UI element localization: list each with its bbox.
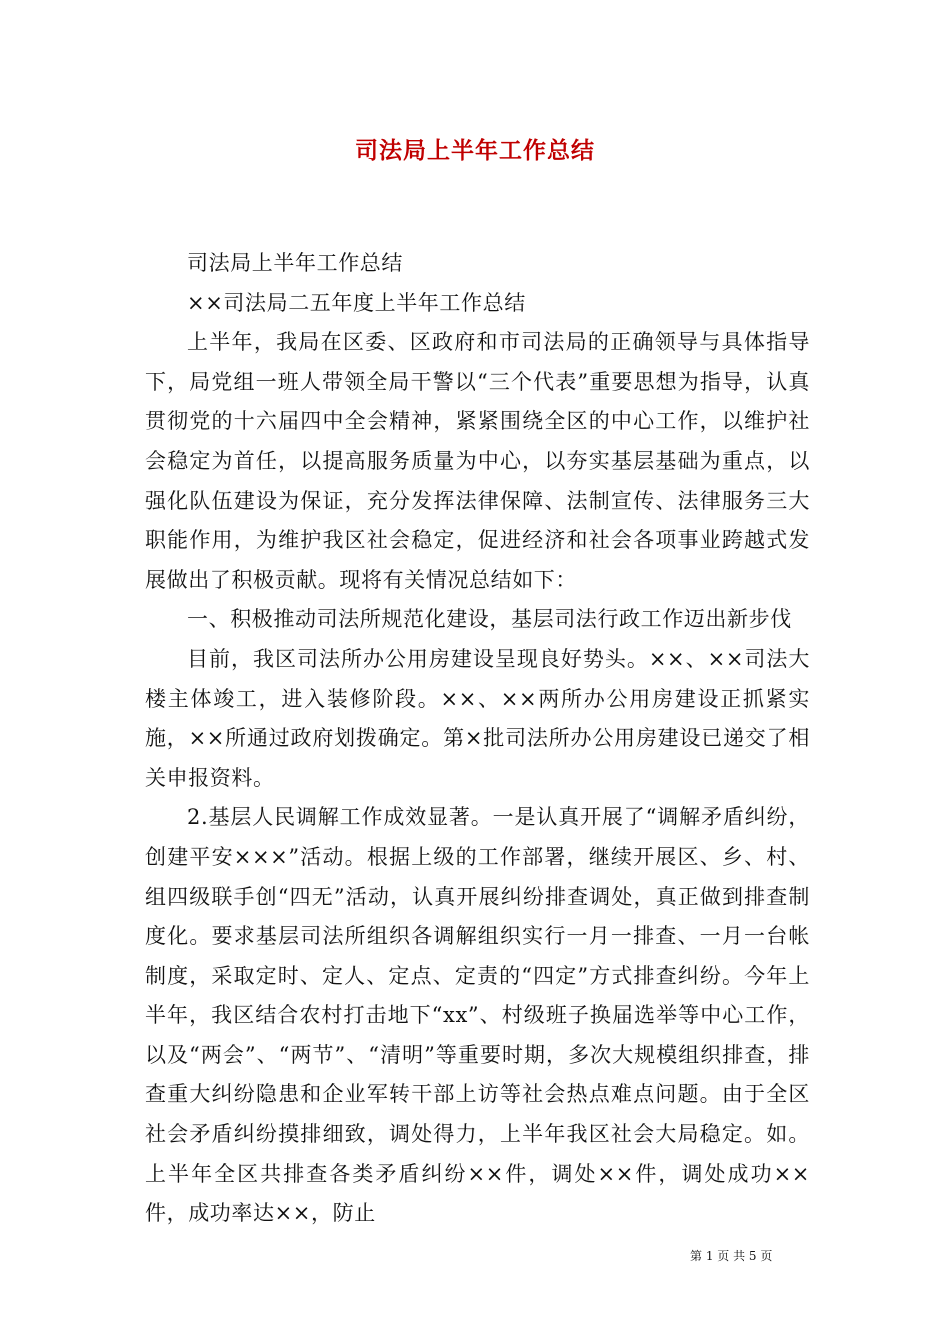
document-body — [145, 244, 810, 1234]
paragraph-office-building: 目前，我区司法所办公用房建设呈现良好势头。××、××司法大楼主体竣工，进入装修阶段。××、××两所办公用房建设正抓紧实施，××所通过政府划拨确定。第×批司法所办公用房建设已递交了相关申报资料。 — [145, 646, 810, 790]
paragraph-section-one: 一、积极推动司法所规范化建设，基层司法行政工作迈出新步伐 — [187, 607, 792, 632]
paragraph-mediation: 2.基层人民调解工作成效显著。一是认真开展了“调解矛盾纠纷，创建平安×××”活动。根据上级的工作部署，继续开展区、乡、村、组四级联手创“四无”活动，认真开展纠纷排查调处，真正做到排查制度化。要求基层司法所组织各调解组织实行一月一排查、一月一台帐制度，采取定时、定人、定点、定责的“四定”方式排查纠纷。今年上半年，我区结合农村打击地下“xx”、村级班子换届选举等中心工作，以及“两会”、“两节”、“清明”等重要时期，多次大规模组织排查，排查重大纠纷隐患和企业军转干部上访等社会热点难点问题。由于全区社会矛盾纠纷摸排细致，调处得力，上半年我区社会大局稳定。如。上半年全区共排查各类矛盾纠纷××件，调处××件，调处成功××件，成功率达××，防止 — [145, 805, 810, 1226]
paragraph-subheading: ××司法局二五年度上半年工作总结 — [187, 290, 526, 315]
paragraph-intro: 上半年，我局在区委、区政府和市司法局的正确领导与具体指导下，局党组一班人带领全局干警以“三个代表”重要思想为指导，认真贯彻党的十六届四中全会精神，紧紧围绕全区的中心工作，以维护社会稳定为首任，以提高服务质量为中心，以夯实基层基础为重点，以强化队伍建设为保证，充分发挥法律保障、法制宣传、法律服务三大职能作用，为维护我区社会稳定，促进经济和社会各项事业跨越式发展做出了积极贡献。现将有关情况总结如下： — [145, 330, 810, 592]
page-number: 第 1 页 共 5 页 — [690, 1249, 773, 1263]
document-title: 司法局上半年工作总结 — [355, 137, 595, 164]
paragraph-heading: 司法局上半年工作总结 — [187, 251, 403, 275]
